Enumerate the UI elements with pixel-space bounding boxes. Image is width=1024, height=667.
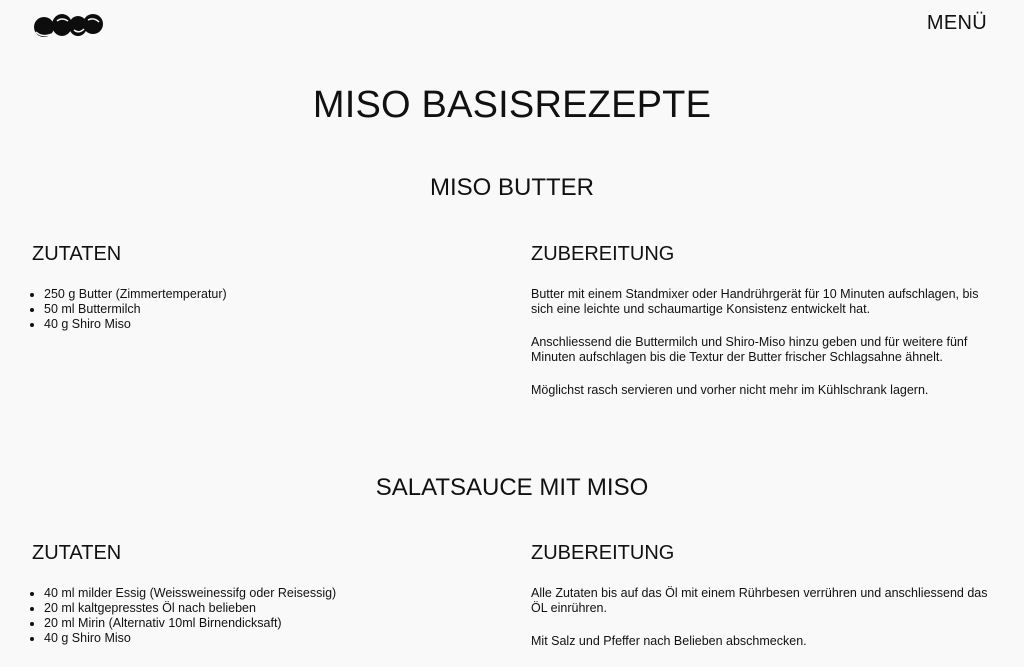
preparation-steps [531,287,993,416]
ingredients-heading: ZUTATEN [32,542,122,564]
ingredient-item: • 250 g Butter (Zimmertemperatur) [44,287,227,302]
preparation-steps [531,586,993,667]
ingredients-list [32,287,227,332]
preparation-heading: ZUBEREITUNG [531,243,675,265]
ingredients-list [32,586,336,646]
ingredient-item: • 40 g Shiro Miso [44,631,336,646]
ingredient-item: • 40 g Shiro Miso [44,317,227,332]
ingredients-heading: ZUTATEN [32,243,122,265]
preparation-step: Möglichst rasch servieren und vorher nicht mehr im Kühlschrank lagern. [531,383,929,397]
preparation-step: Alle Zutaten bis auf das Öl mit einem Rührbesen verrühren und anschliessend das ÖL einrühren. [531,586,988,615]
ingredient-item: • 20 ml kaltgepresstes Öl nach belieben [44,601,336,616]
ingredient-item: • 20 ml Mirin (Alternativ 10ml Birnendicksaft) [44,616,336,631]
recipe-title: SALATSAUCE MIT MISO [375,474,649,501]
recipe-title: MISO BUTTER [429,174,594,201]
preparation-step: Anschliessend die Buttermilch und Shiro-Miso hinzu geben und für weitere fünf Minuten aufschlagen bis die Textur der Butter frischer Schlagsahne ähnelt. [531,335,968,364]
site-header [0,0,1024,50]
preparation-step: Mit Salz und Pfeffer nach Belieben abschmecken. [531,634,807,648]
ingredient-item: • 40 ml milder Essig (Weissweinessifg oder Reisessig) [44,586,336,601]
page-title: MISO BASISREZEPTE [312,84,712,126]
brand-logo-icon[interactable] [32,12,104,39]
ingredient-item: • 50 ml Buttermilch [44,302,227,317]
preparation-step: Butter mit einem Standmixer oder Handrührgerät für 10 Minuten aufschlagen, bis sich eine leichte und schaumartige Konsistenz entwickelt hat. [531,287,979,316]
menu-button[interactable]: MENÜ [926,12,987,34]
preparation-heading: ZUBEREITUNG [531,542,675,564]
